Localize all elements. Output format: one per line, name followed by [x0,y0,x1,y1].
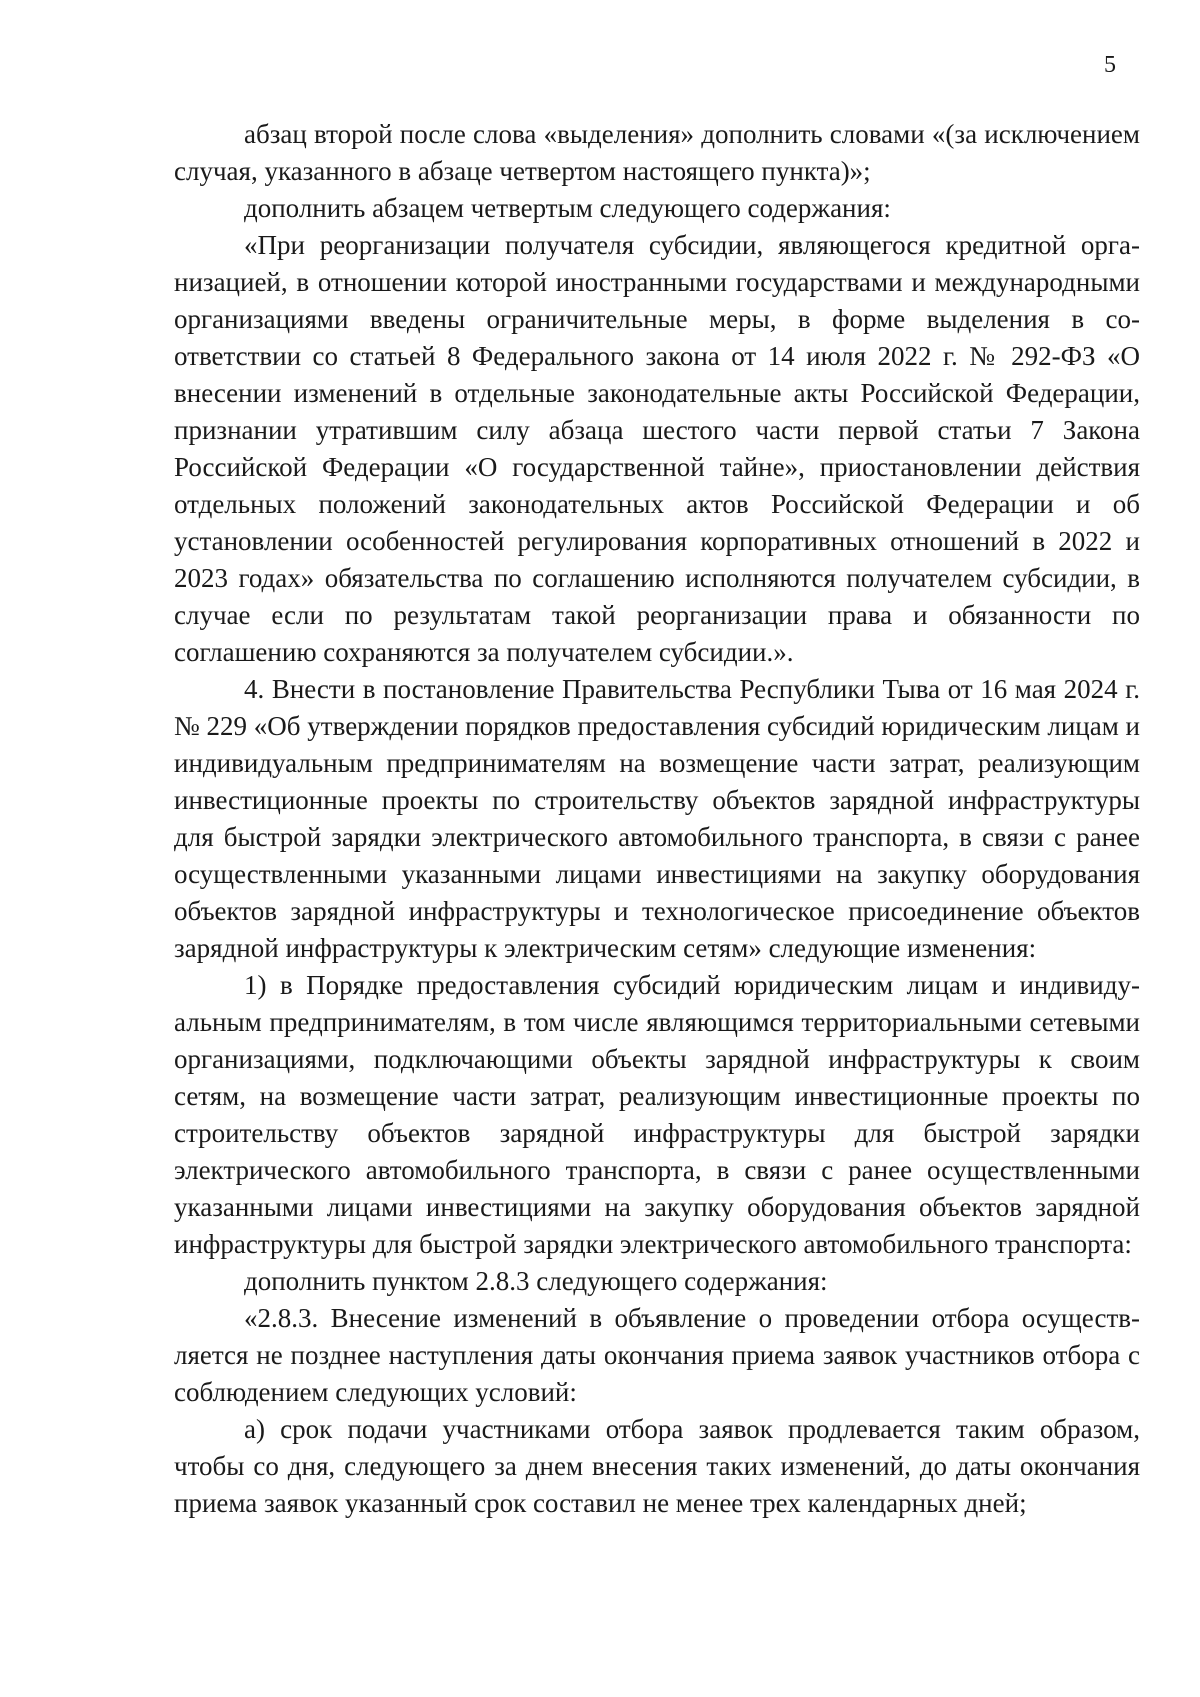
paragraph-amend-second-para: абзац второй после слова «выделения» дополнить словами «(за исключением случая, указанного в абзаце четвертом настоящего пункта)»; [174,119,1140,186]
paragraph-point-2-8-3: «2.8.3. Внесение изменений в объявление о проведении отбора осуществляется не позднее наступления даты окончания приема заявок участников отбора с соблюдением следующих условий: [174,1303,1140,1407]
paragraph-subitem-1: 1) в Порядке предоставления субсидий юридическим лицам и индивидуальным предпринимателям, в том числе являющимся территориальными сетевыми организациями, подключающими объекты зарядной инфраструктуры к своим сетям, на возмещение части затрат, реализующим инвестиционные проекты по строительству объектов зарядной инфраструктуры для быстрой зарядки электрического автомобильного транспорта, в связи с ранее осуществленными указанными лицами инвестициями на закупку оборудования объектов зарядной инфраструктуры для быстрой зарядки электрического автомобильного транспорта: [174,970,1140,1259]
paragraph-add-fourth-para: дополнить абзацем четвертым следующего содержания: [244,193,891,223]
paragraph-subpoint-a: а) срок подачи участниками отбора заявок продлевается таким образом, чтобы со дня, следующего за днем внесения таких изменений, до даты окончания приема заявок указанный срок составил не менее трех календарных дней; [174,1414,1140,1518]
paragraph-add-point-2-8-3: дополнить пунктом 2.8.3 следующего содержания: [244,1266,828,1296]
page-number: 5 [1104,52,1116,78]
document-body [174,116,1140,1522]
paragraph-reorganization-clause: «При реорганизации получателя субсидии, являющегося кредитной организацией, в отношении которой иностранными государствами и международными организациями введены ограничительные меры, в форме выделения в соответствии со статьей 8 Федерального закона от 14 июля 2022 г. № 292-ФЗ «О внесении изменений в отдельные законодательные акты Российской Федерации, признании утратившим силу абзаца шестого части первой статьи 7 Закона Российской Федерации «О государственной тайне», приостановлении действия отдельных положений законодательных актов Российской Федерации и об установлении особенностей регулирования корпоративных отношений в 2022 и 2023 годах» обязательства по соглашению исполняются получателем субсидии, в случае если по результатам такой реорганизации права и обязанности по соглашению сохраняются за получателем субсидии.». [174,230,1140,667]
paragraph-item-4: 4. Внести в постановление Правительства Республики Тыва от 16 мая 2024 г. № 229 «Об утверждении порядков предоставления субсидий юридическим лицам и индивидуальным предпринимателям на возмещение части затрат, реализующим инвестиционные проекты по строительству объектов зарядной инфраструктуры для быстрой зарядки электрического автомобильного транспорта, в связи с ранее осуществленными указанными лицами инвестициями на закупку оборудования объектов зарядной инфраструктуры и технологическое присоединение объектов зарядной инфраструктуры к электрическим сетям» следующие изменения: [174,674,1140,963]
